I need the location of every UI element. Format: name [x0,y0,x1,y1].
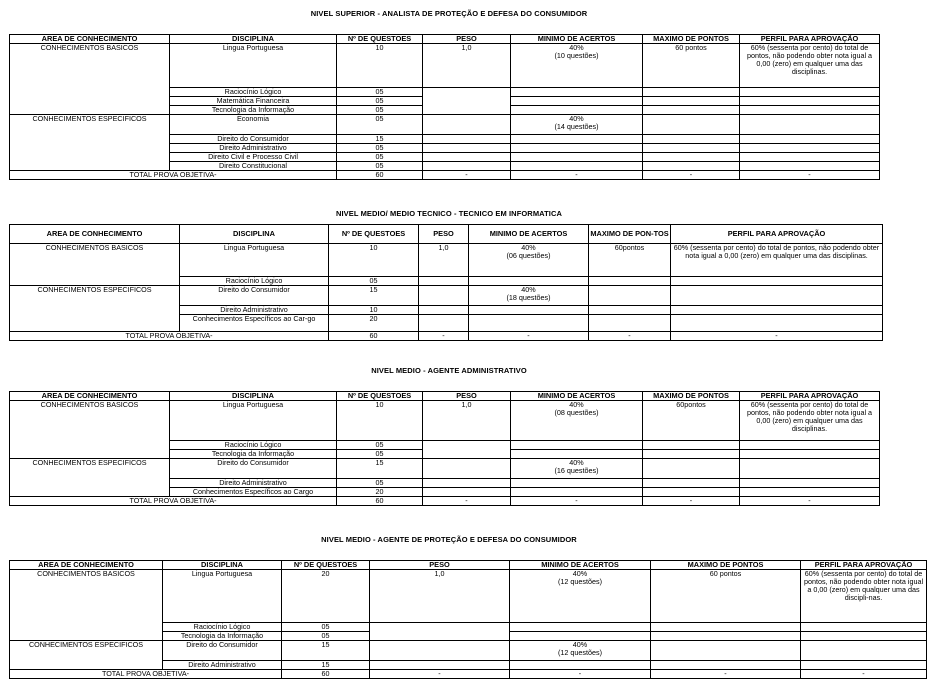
area-cell: CONHECIMENTOS ESPECIFICOS [10,459,170,497]
discipline-cell: Lingua Portuguesa [163,570,282,623]
questions-cell: 15 [337,135,423,144]
col-header: Nº DE QUESTOES [337,35,423,44]
discipline-cell: Conhecimentos Específicos ao Cargo [170,488,337,497]
col-header: MAXIMO DE PONTOS [643,392,740,401]
discipline-cell: Lingua Portuguesa [180,244,329,277]
max-points-cell: 60pontos [643,401,740,441]
min-pct: 40% [521,243,536,252]
col-header: MINIMO DE ACERTOS [469,225,589,244]
questions-cell: 20 [337,488,423,497]
area-cell: CONHECIMENTOS BASICOS [10,570,163,641]
min-count: (18 questões) [506,293,551,302]
col-header: DISCIPLINA [170,392,337,401]
discipline-cell: Direito do Consumidor [180,286,329,306]
section-title: NIVEL SUPERIOR - ANALISTA DE PROTEÇÃO E DEFESA DO CONSUMIDOR [310,9,588,18]
questions-cell: 10 [337,44,423,88]
questions-cell: 10 [337,401,423,441]
total-value: 60 [337,497,423,506]
exam-table [9,224,883,341]
col-header: PESO [423,392,511,401]
questions-cell: 15 [282,641,370,661]
questions-cell: 20 [329,315,419,332]
col-header: MAXIMO DE PON-TOS [589,225,671,244]
discipline-cell: Direito Administrativo [163,661,282,670]
questions-cell: 05 [282,632,370,641]
col-header: AREA DE CONHECIMENTO [10,561,163,570]
discipline-cell: Tecnologia da Informação [170,106,337,115]
min-count: (12 questões) [558,577,602,586]
min-pct: 40% [569,43,584,52]
discipline-cell: Direito do Consumidor [170,135,337,144]
discipline-cell: Direito do Consumidor [163,641,282,661]
min-cell [469,244,589,277]
min-count: (12 questões) [558,648,602,657]
min-pct: 40% [572,569,588,578]
section-title: NIVEL MEDIO/ MEDIO TECNICO - TECNICO EM INFORMATICA [335,209,563,218]
min-pct: 40% [569,114,584,123]
dash-cell: - [510,670,651,679]
area-cell: CONHECIMENTOS BASICOS [10,244,180,286]
max-points-cell: 60pontos [589,244,671,277]
dash-cell: - [801,670,927,679]
discipline-cell: Direito Administrativo [170,479,337,488]
discipline-cell: Raciocínio Lógico [170,88,337,97]
exam-table [9,560,927,679]
min-count: (16 questões) [554,466,599,475]
peso-cell: 1,0 [419,244,469,277]
col-header: Nº DE QUESTOES [282,561,370,570]
area-cell: CONHECIMENTOS BASICOS [10,401,170,459]
discipline-cell: Lingua Portuguesa [170,44,337,88]
col-header: PERFIL PARA APROVAÇÃO [740,35,880,44]
min-cell [510,570,651,623]
col-header: Nº DE QUESTOES [329,225,419,244]
discipline-cell: Direito do Consumidor [170,459,337,479]
dash-cell: - [643,171,740,180]
exam-table [9,391,880,506]
min-cell [510,641,651,661]
col-header: Nº DE QUESTOES [337,392,423,401]
questions-cell: 05 [337,88,423,97]
dash-cell: - [469,332,589,341]
discipline-cell: Direito Civil e Processo Civil [170,153,337,162]
questions-cell: 05 [337,106,423,115]
questions-cell: 15 [337,459,423,479]
discipline-cell: Raciocínio Lógico [163,623,282,632]
exam-table [9,34,880,180]
col-header: PERFIL PARA APROVAÇÃO [801,561,927,570]
questions-cell: 05 [337,97,423,106]
discipline-cell: Raciocínio Lógico [180,277,329,286]
dash-cell: - [423,497,511,506]
questions-cell: 20 [282,570,370,623]
total-value: 60 [337,171,423,180]
total-label: TOTAL PROVA OBJETIVA- [10,497,337,506]
questions-cell: 10 [329,306,419,315]
questions-cell: 05 [337,115,423,135]
perfil-cell: 60% (sessenta por cento) do total de pontos, não podendo obter nota igual a 0,00 (zero) em qualquer uma das disciplinas. [740,401,880,441]
discipline-cell: Matemática Financeira [170,97,337,106]
questions-cell: 05 [337,450,423,459]
col-header: PERFIL PARA APROVAÇÃO [740,392,880,401]
max-points-cell: 60 pontos [643,44,740,88]
discipline-cell: Raciocínio Lógico [170,441,337,450]
min-pct: 40% [521,285,536,294]
min-count: (06 questões) [506,251,551,260]
discipline-cell: Tecnologia da Informação [163,632,282,641]
discipline-cell: Economia [170,115,337,135]
questions-cell: 05 [337,144,423,153]
min-count: (08 questões) [554,408,599,417]
questions-cell: 15 [329,286,419,306]
min-pct: 40% [572,640,588,649]
min-cell [469,286,589,306]
area-cell: CONHECIMENTOS ESPECIFICOS [10,286,180,332]
min-cell [511,401,643,441]
discipline-cell: Direito Administrativo [180,306,329,315]
total-label: TOTAL PROVA OBJETIVA- [10,332,329,341]
questions-cell: 10 [329,244,419,277]
col-header: MINIMO DE ACERTOS [511,392,643,401]
col-header: AREA DE CONHECIMENTO [10,35,170,44]
col-header: DISCIPLINA [180,225,329,244]
dash-cell: - [511,171,643,180]
peso-cell: 1,0 [423,401,511,441]
area-cell: CONHECIMENTOS ESPECIFICOS [10,641,163,670]
total-label: TOTAL PROVA OBJETIVA- [10,670,282,679]
total-value: 60 [282,670,370,679]
perfil-cell: 60% (sessenta por cento) do total de pontos, não podendo obter nota igual a 0,00 (zero) em qualquer uma das disciplinas. [671,244,883,277]
questions-cell: 05 [337,162,423,171]
col-header: MINIMO DE ACERTOS [510,561,651,570]
col-header: DISCIPLINA [170,35,337,44]
col-header: PESO [370,561,510,570]
dash-cell: - [740,497,880,506]
col-header: MINIMO DE ACERTOS [511,35,643,44]
col-header: DISCIPLINA [163,561,282,570]
total-value: 60 [329,332,419,341]
questions-cell: 05 [329,277,419,286]
questions-cell: 05 [337,441,423,450]
col-header: AREA DE CONHECIMENTO [10,225,180,244]
col-header: PERFIL PARA APROVAÇÃO [671,225,883,244]
total-label: TOTAL PROVA OBJETIVA- [10,171,337,180]
questions-cell: 05 [337,153,423,162]
area-cell: CONHECIMENTOS BASICOS [10,44,170,115]
perfil-cell: 60% (sessenta por cento) do total de pontos, não podendo obter nota igual a 0,00 (zero) em qualquer uma das discipli-nas. [801,570,927,623]
col-header: MAXIMO DE PONTOS [643,35,740,44]
min-cell [511,115,643,135]
dash-cell: - [740,171,880,180]
discipline-cell: Lingua Portuguesa [170,401,337,441]
dash-cell: - [643,497,740,506]
discipline-cell: Direito Constitucional [170,162,337,171]
peso-cell: 1,0 [423,44,511,88]
min-cell [511,459,643,479]
section-title: NIVEL MEDIO - AGENTE ADMINISTRATIVO [371,366,527,375]
dash-cell: - [589,332,671,341]
discipline-cell: Conhecimentos Específicos ao Car-go [180,315,329,332]
dash-cell: - [671,332,883,341]
min-count: (14 questões) [554,122,599,131]
max-points-cell: 60 pontos [651,570,801,623]
col-header: AREA DE CONHECIMENTO [10,392,170,401]
peso-cell: 1,0 [370,570,510,623]
dash-cell: - [423,171,511,180]
min-pct: 40% [569,400,584,409]
col-header: PESO [423,35,511,44]
perfil-cell: 60% (sessenta por cento) do total de pontos, não podendo obter nota igual a 0,00 (zero) em qualquer uma das disciplinas. [740,44,880,88]
dash-cell: - [419,332,469,341]
min-count: (10 questões) [554,51,599,60]
min-cell [511,44,643,88]
col-header: PESO [419,225,469,244]
discipline-cell: Tecnologia da Informação [170,450,337,459]
questions-cell: 05 [337,479,423,488]
min-pct: 40% [569,458,584,467]
questions-cell: 15 [282,661,370,670]
dash-cell: - [370,670,510,679]
questions-cell: 05 [282,623,370,632]
section-title: NIVEL MEDIO - AGENTE DE PROTEÇÃO E DEFESA DO CONSUMIDOR [321,535,577,544]
dash-cell: - [651,670,801,679]
dash-cell: - [511,497,643,506]
discipline-cell: Direito Administrativo [170,144,337,153]
col-header: MAXIMO DE PONTOS [651,561,801,570]
area-cell: CONHECIMENTOS ESPECIFICOS [10,115,170,171]
